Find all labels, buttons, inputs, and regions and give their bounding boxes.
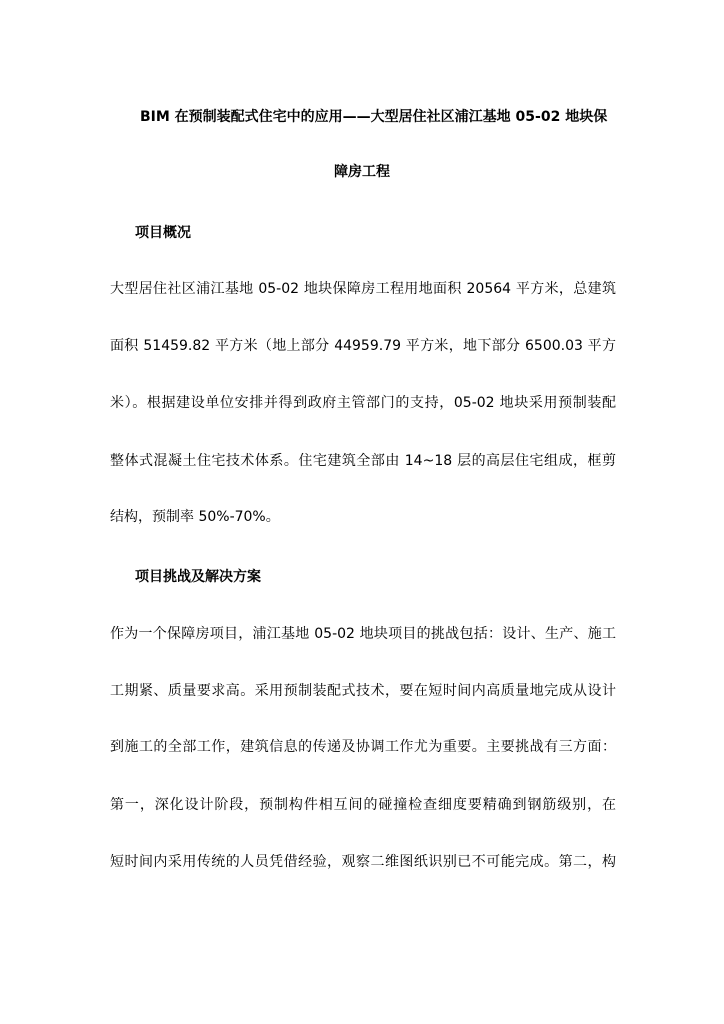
document-title-line-2: 障房工程 [334,164,390,180]
overview-paragraph-line: 结构，预制率 50%-70%。 [110,509,280,525]
document-title-line-1: BIM 在预制装配式住宅中的应用——大型居住社区浦江基地 05-02 地块保 [140,109,608,125]
overview-paragraph-line: 大型居住社区浦江基地 05-02 地块保障房工程用地面积 20564 平方米，总建筑 [110,281,616,297]
section-heading-challenges: 项目挑战及解决方案 [135,569,261,585]
overview-paragraph-line: 整体式混凝土住宅技术体系。住宅建筑全部由 14~18 层的高层住宅组成，框剪 [110,453,616,469]
section-heading-overview: 项目概况 [135,225,191,241]
challenges-paragraph-line: 短时间内采用传统的人员凭借经验，观察二维图纸识别已不可能完成。第二，构 [110,854,616,870]
challenges-paragraph-line: 作为一个保障房项目，浦江基地 05-02 地块项目的挑战包括：设计、生产、施工 [110,626,616,642]
overview-paragraph-line: 面积 51459.82 平方米（地上部分 44959.79 平方米，地下部分 6500.03 平方 [110,338,616,354]
challenges-paragraph-line: 工期紧、质量要求高。采用预制装配式技术，要在短时间内高质量地完成从设计 [110,683,616,699]
challenges-paragraph-line: 第一，深化设计阶段，预制构件相互间的碰撞检查细度要精确到钢筋级别，在 [110,797,616,813]
challenges-paragraph-line: 到施工的全部工作，建筑信息的传递及协调工作尤为重要。主要挑战有三方面： [110,739,616,755]
overview-paragraph-line: 米）。根据建设单位安排并得到政府主管部门的支持，05-02 地块采用预制装配 [110,395,616,411]
